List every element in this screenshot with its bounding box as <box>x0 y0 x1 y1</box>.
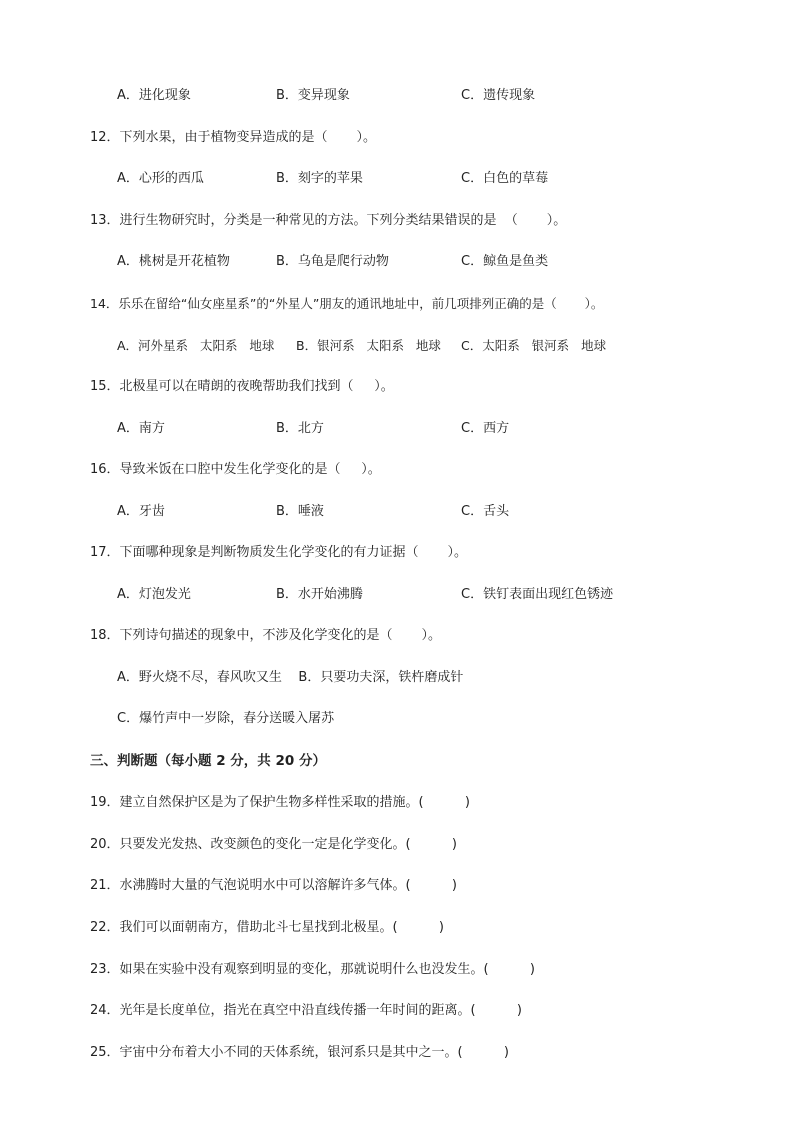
q17-option-a: A．灯泡发光 <box>117 587 191 602</box>
q13-option-c: C．鲸鱼是鱼类 <box>461 254 549 269</box>
q14-option-a: A．河外星系 太阳系 地球 <box>117 338 275 353</box>
question-12: 12．下列水果，由于植物变异造成的是（ ）。 <box>90 130 376 145</box>
q16-option-b: B．唾液 <box>276 504 324 519</box>
question-17: 17．下面哪种现象是判断物质发生化学变化的有力证据（ ）。 <box>90 545 467 560</box>
q17-option-b: B．水开始沸腾 <box>276 587 363 602</box>
pre-option-c: C．遗传现象 <box>461 88 536 103</box>
q15-option-b: B．北方 <box>276 421 324 436</box>
question-22: 22．我们可以面朝南方，借助北斗七星找到北极星。( ) <box>90 920 445 935</box>
q12-option-a: A．心形的西瓜 <box>117 171 204 186</box>
question-18: 18．下列诗句描述的现象中，不涉及化学变化的是（ ）。 <box>90 628 441 643</box>
q12-option-b: B．刻字的苹果 <box>276 171 363 186</box>
pre-option-a: A．进化现象 <box>117 88 191 103</box>
q13-option-b: B．乌龟是爬行动物 <box>276 254 389 269</box>
q13-option-a: A．桃树是开花植物 <box>117 254 230 269</box>
question-25: 25．宇宙中分布着大小不同的天体系统，银河系只是其中之一。( ) <box>90 1045 510 1060</box>
q18-option-ab: A．野火烧不尽，春风吹又生 B．只要功夫深，铁杵磨成针 <box>117 670 464 685</box>
section-3-heading: 三、判断题（每小题 2 分，共 20 分） <box>90 753 326 769</box>
q15-option-c: C．西方 <box>461 421 510 436</box>
question-16: 16．导致米饭在口腔中发生化学变化的是（ ）。 <box>90 462 381 477</box>
question-15: 15．北极星可以在晴朗的夜晚帮助我们找到（ ）。 <box>90 379 394 394</box>
question-23: 23．如果在实验中没有观察到明显的变化，那就说明什么也没发生。( ) <box>90 962 536 977</box>
q18-option-c: C．爆竹声中一岁除，春分送暖入屠苏 <box>117 711 335 726</box>
question-13: 13．进行生物研究时，分类是一种常见的方法。下列分类结果错误的是 （ ）。 <box>90 213 567 228</box>
q14-option-c: C．太阳系 银河系 地球 <box>461 338 607 353</box>
q17-option-c: C．铁钉表面出现红色锈迹 <box>461 587 614 602</box>
q14-option-b: B．银河系 太阳系 地球 <box>296 338 441 353</box>
question-19: 19．建立自然保护区是为了保护生物多样性采取的措施。( ) <box>90 795 471 810</box>
question-21: 21．水沸腾时大量的气泡说明水中可以溶解许多气体。( ) <box>90 878 458 893</box>
q16-option-a: A．牙齿 <box>117 504 165 519</box>
question-14: 14．乐乐在留给“仙女座星系”的“外星人”朋友的通讯地址中，前几项排列正确的是（ ）。 <box>90 296 604 311</box>
q16-option-c: C．舌头 <box>461 504 510 519</box>
q15-option-a: A．南方 <box>117 421 165 436</box>
question-24: 24．光年是长度单位，指光在真空中沿直线传播一年时间的距离。( ) <box>90 1003 523 1018</box>
question-20: 20．只要发光发热、改变颜色的变化一定是化学变化。( ) <box>90 837 458 852</box>
q12-option-c: C．白色的草莓 <box>461 171 549 186</box>
pre-option-b: B．变异现象 <box>276 88 350 103</box>
